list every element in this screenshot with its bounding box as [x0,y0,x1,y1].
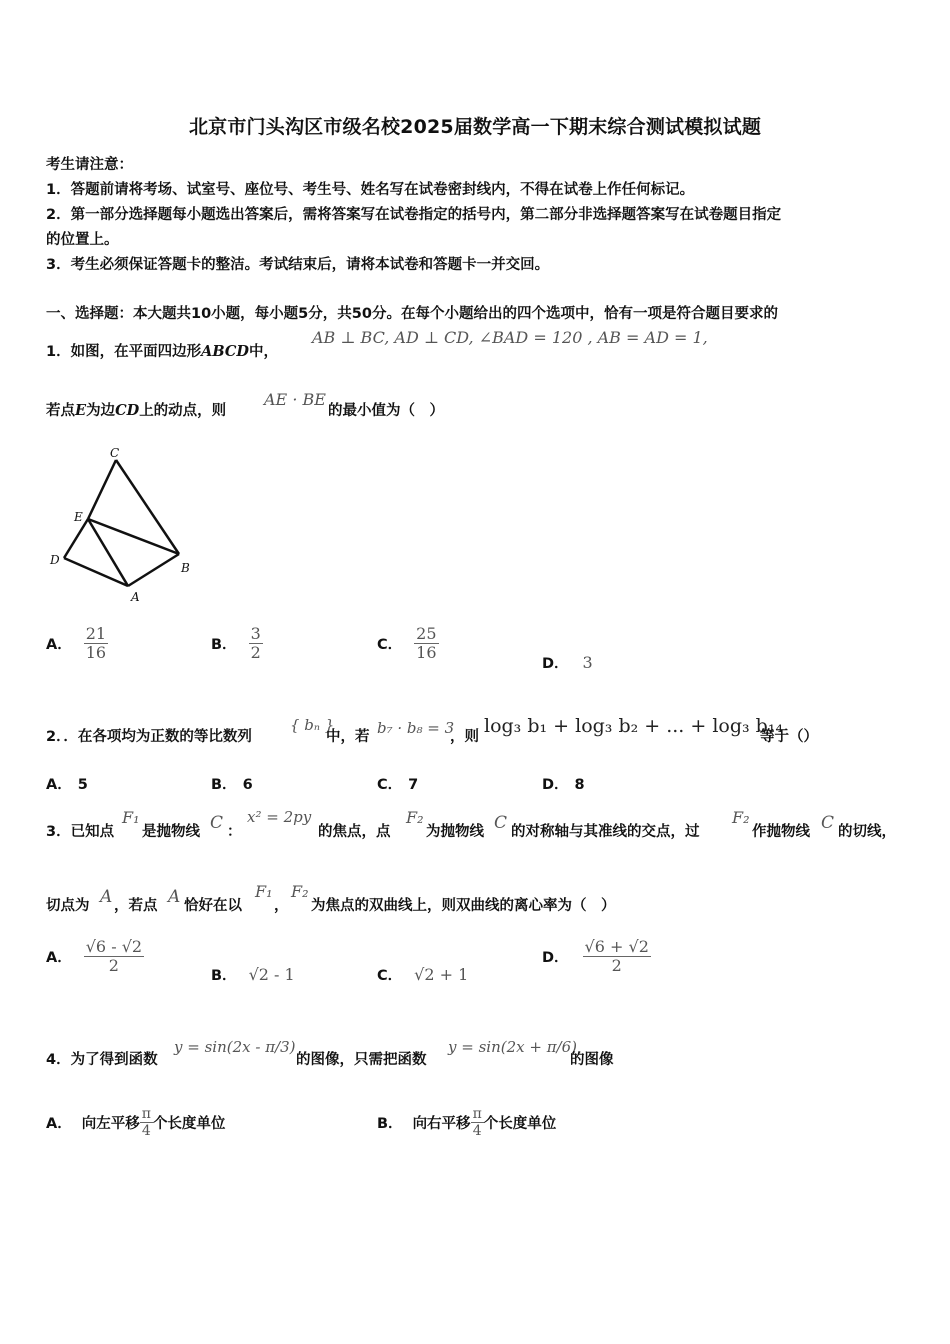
q3-t4: 的焦点，点 [318,824,391,840]
q1-line1 [46,340,278,361]
notice-item-3: 3．考生必须保证答题卡的整洁。考试结束后，请将本试卷和答题卡一并交回。 [46,257,550,273]
q3-l2b: ，若点 [114,898,158,914]
edge-ed [64,519,88,558]
option-label: B． [211,777,237,793]
q3-t1: 3．已知点 [46,824,115,840]
q2-text-c: ，则 [450,729,479,745]
q4-function-1: y = sin(2x - π/3) [174,1038,296,1056]
q3-option-d-fraction [583,938,651,976]
q1-line2 [46,399,226,420]
q1-line2-b: 为边 [86,403,116,419]
q3-point-a: A [100,887,113,907]
q3-option-a[interactable] [46,938,144,976]
option-label: A． [46,950,72,967]
q1-edge-cd: CD [115,402,140,419]
option-label: B． [211,637,237,654]
numerator: 25 [416,624,437,643]
option-label: B． [211,968,237,984]
q4-option-b-fraction [471,1106,484,1139]
q3-f2-3: F₂ [291,882,309,901]
option-value: √2 + 1 [414,965,469,984]
numerator: √6 - √2 [85,937,143,956]
option-label: C． [377,968,403,984]
denominator: 2 [250,643,261,663]
q1-option-a-fraction [84,625,108,663]
q1-line2-c: 上的动点，则 [139,403,227,419]
option-label: C． [377,637,403,654]
q3-option-c[interactable] [377,964,468,985]
option-value: √2 - 1 [248,965,295,984]
q2-text-b: 中，若 [326,729,370,745]
option-label: D． [542,656,569,672]
option-text-pre: 向左平移 [81,1116,140,1133]
q4-t3: 的图像 [570,1052,614,1068]
page-title: 北京市门头沟区市级名校2025届数学高一下期末综合测试模拟试题 [188,116,762,138]
numerator: 21 [85,624,107,643]
option-text-post: 个长度单位 [483,1116,557,1133]
q1-option-b[interactable] [211,625,263,663]
option-label: B． [377,1116,403,1133]
option-value: 7 [408,777,419,793]
q2-condition: b₇ · b₈ = 3 [377,719,455,737]
q1-option-b-fraction [249,625,263,663]
denominator: 2 [611,956,622,976]
q3-t7: 作抛物线 [752,824,810,840]
q3-f1-2: F₁ [255,882,273,901]
edge-bc [116,460,179,554]
q2-option-d[interactable] [542,773,585,794]
q3-c-3: C [821,813,835,833]
numerator: π [141,1106,151,1122]
denominator: 4 [141,1123,151,1140]
q1-point-e: E [75,402,87,419]
notice-item-2: 2．第一部分选择题每小题选出答案后，需将答案写在试卷指定的括号内，第二部分非选择题答案写在试卷题目指定 [46,207,782,223]
edge-ce [88,460,116,519]
option-value: 3 [582,653,593,672]
q3-t5: 为抛物线 [426,824,484,840]
q3-c: C [210,813,224,833]
denominator: 2 [108,956,119,976]
q2-option-b[interactable] [211,773,253,794]
q1-option-d[interactable] [542,652,593,673]
q1-quadrilateral-figure [40,440,210,610]
q3-f2-2: F₂ [732,808,750,827]
q3-l2e: 为焦点的双曲线上，则双曲线的离心率为（ ） [311,898,616,914]
option-value: 8 [574,777,585,793]
q1-text-a: 1．如图，在平面四边形 [46,344,202,360]
q4-t1: 4．为了得到函数 [46,1052,158,1068]
q3-option-d[interactable] [542,938,651,976]
q3-point-a-2: A [168,887,181,907]
q1-text-b: 中， [248,344,278,360]
q3-l2a: 切点为 [46,898,90,914]
q2-sequence: { bₙ } [290,716,335,734]
q3-t6: 的对称轴与其准线的交点，过 [511,824,700,840]
q3-parabola-eq: x² = 2py [247,808,312,826]
q2-text-a: 2．．在各项均为正数的等比数列 [46,729,252,745]
q1-option-c-fraction [414,625,438,663]
q3-f1: F₁ [122,808,140,827]
option-label: D． [542,950,569,967]
q4-option-a[interactable] [46,1106,225,1139]
option-label: D． [542,777,569,793]
q2-log-sum: log₃ b₁ + log₃ b₂ + ... + log₃ b₁₄ [484,715,784,737]
q3-l2c: 恰好在以 [184,898,242,914]
option-value: 5 [77,777,88,793]
label-a: A [131,590,140,604]
numerator: 3 [250,624,261,643]
label-b: B [181,561,190,575]
label-d: D [50,553,60,567]
q1-line2-a: 若点 [46,403,75,419]
section-heading: 一、选择题：本大题共10小题，每小题5分，共50分。在每个小题给出的四个选项中，恰有一项是符合题目要求的 [46,306,778,322]
denominator: 16 [416,643,437,663]
label-e: E [74,510,83,524]
q3-t3: ： [227,824,242,840]
segment-eb [88,519,179,554]
option-label: A． [46,777,72,793]
option-label: A． [46,1116,72,1133]
q2-text-d: 等于（） [760,729,818,745]
notice-heading: 考生请注意： [46,157,133,173]
option-label: C． [377,777,403,793]
q3-t2: 是抛物线 [142,824,200,840]
q1-option-c[interactable] [377,625,439,663]
notice-item-1: 1．答题前请将考场、试室号、座位号、考生号、姓名写在试卷密封线内，不得在试卷上作任何标记。 [46,182,695,198]
q3-option-a-fraction [84,938,144,976]
option-text-post: 个长度单位 [152,1116,226,1133]
q3-c-2: C [494,813,508,833]
edge-ab [128,554,179,586]
numerator: √6 + √2 [584,937,649,956]
q2-option-a[interactable] [46,773,88,794]
q1-condition: AB ⊥ BC, AD ⊥ CD, ∠BAD = 120 , AB = AD = 1, [312,328,708,347]
q4-t2: 的图像，只需把函数 [296,1052,427,1068]
q1-option-a[interactable] [46,625,108,663]
notice-item-2-cont: 的位置上。 [46,232,119,248]
q3-option-b[interactable] [211,964,295,985]
q2-option-c[interactable] [377,773,418,794]
numerator: π [472,1106,482,1122]
q1-line2-d: 的最小值为（ ） [328,403,444,419]
option-text-pre: 向右平移 [412,1116,471,1133]
q4-option-b[interactable] [377,1106,556,1139]
option-label: A． [46,637,72,654]
label-c: C [110,446,120,460]
denominator: 16 [85,643,107,663]
q4-function-2: y = sin(2x + π/6) [448,1038,578,1056]
q3-t8: 的切线， [838,824,896,840]
q1-quad-name: ABCD [201,343,249,360]
denominator: 4 [472,1123,482,1140]
q1-dot-product: AE · BE [264,390,326,409]
q3-f2: F₂ [406,808,424,827]
option-value: 6 [242,777,253,793]
q3-l2d: ， [274,898,289,914]
q4-option-a-fraction [140,1106,153,1139]
